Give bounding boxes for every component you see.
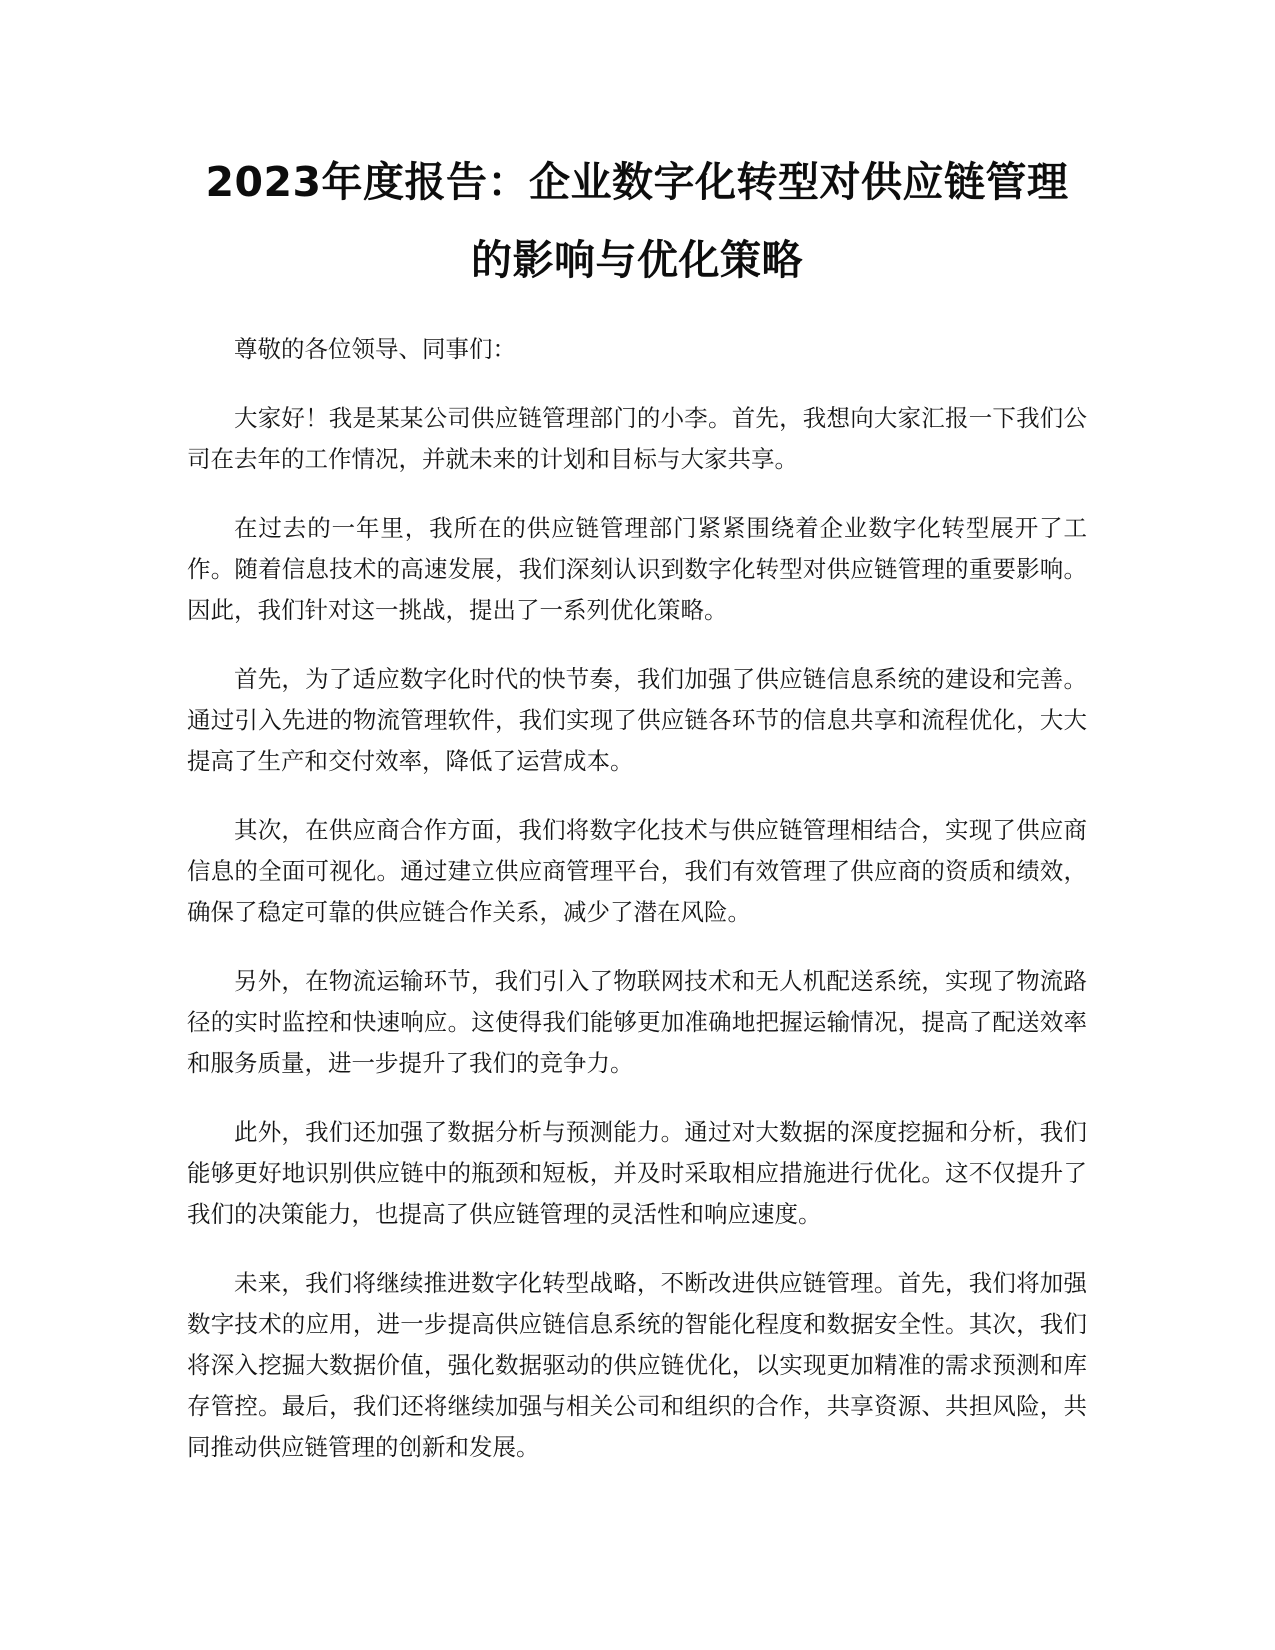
body-paragraph: 其次，在供应商合作方面，我们将数字化技术与供应链管理相结合，实现了供应商信息的全面可视化。通过建立供应商管理平台，我们有效管理了供应商的资质和绩效，确保了稳定可靠的供应链合作关系，减少了潜在风险。 xyxy=(187,816,1087,926)
body-paragraph: 在过去的一年里，我所在的供应链管理部门紧紧围绕着企业数字化转型展开了工作。随着信息技术的高速发展，我们深刻认识到数字化转型对供应链管理的重要影响。因此，我们针对这一挑战，提出了一系列优化策略。 xyxy=(187,514,1087,624)
salutation-paragraph: 尊敬的各位领导、同事们： xyxy=(234,335,516,363)
greeting-paragraph: 大家好！我是某某公司供应链管理部门的小李。首先，我想向大家汇报一下我们公司在去年的工作情况，并就未来的计划和目标与大家共享。 xyxy=(187,404,1087,473)
body-paragraph: 另外，在物流运输环节，我们引入了物联网技术和无人机配送系统，实现了物流路径的实时监控和快速响应。这使得我们能够更加准确地把握运输情况，提高了配送效率和服务质量，进一步提升了我们的竞争力。 xyxy=(187,967,1087,1077)
document-body xyxy=(187,329,1087,1468)
document-title: 2023年度报告：企业数字化转型对供应链管理的影响与优化策略 xyxy=(205,158,1069,284)
body-paragraph: 首先，为了适应数字化时代的快节奏，我们加强了供应链信息系统的建设和完善。通过引入先进的物流管理软件，我们实现了供应链各环节的信息共享和流程优化，大大提高了生产和交付效率，降低了运营成本。 xyxy=(187,665,1087,775)
future-plan-paragraph: 未来，我们将继续推进数字化转型战略，不断改进供应链管理。首先，我们将加强数字技术的应用，进一步提高供应链信息系统的智能化程度和数据安全性。其次，我们将深入挖掘大数据价值，强化数据驱动的供应链优化，以实现更加精准的需求预测和库存管控。最后，我们还将继续加强与相关公司和组织的合作，共享资源、共担风险，共同推动供应链管理的创新和发展。 xyxy=(187,1269,1087,1461)
body-paragraph: 此外，我们还加强了数据分析与预测能力。通过对大数据的深度挖掘和分析，我们能够更好地识别供应链中的瓶颈和短板，并及时采取相应措施进行优化。这不仅提升了我们的决策能力，也提高了供应链管理的灵活性和响应速度。 xyxy=(187,1118,1087,1228)
